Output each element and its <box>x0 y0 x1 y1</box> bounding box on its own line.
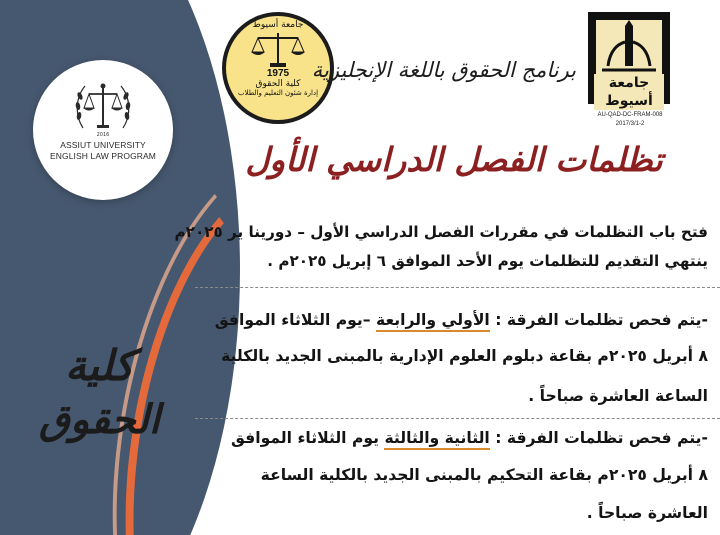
logo-university-name: جامعة أسيوط <box>594 74 664 110</box>
section2-line-2: ٨ أبريل ٢٠٢٥م بقاعة التحكيم بالمبنى الجديد بالكلية الساعة <box>260 466 708 484</box>
badge-program-name: ENGLISH LAW PROGRAM <box>50 151 156 161</box>
section2-highlight: الثانية والثالثة <box>384 429 489 450</box>
intro-line-2: ينتهي التقديم للتظلمات يوم الأحد الموافق ٦ إبريل ٢٠٢٥م . <box>267 252 708 270</box>
seal-top-text: جامعة أسيوط <box>252 20 304 30</box>
faculty-calligraphy <box>22 338 177 478</box>
intro-paragraph <box>174 218 708 276</box>
section1-line-3: الساعة العاشرة صباحاً . <box>528 387 708 405</box>
divider-2 <box>195 418 720 419</box>
divider-1 <box>195 287 720 288</box>
seal-year: 1975 <box>266 68 290 79</box>
section1-prefix: -يتم فحص تظلمات الفرقة : <box>489 311 708 329</box>
seal-department-name: إدارة شئون التعليم والطلاب <box>237 89 319 97</box>
logo-document-date: 2017/3/1-2 <box>615 121 645 127</box>
main-heading: تظلمات الفصل الدراسي الأول <box>245 140 663 179</box>
badge-university-name: ASSIUT UNIVERSITY <box>60 140 146 150</box>
section2-line-1 <box>215 422 708 454</box>
badge-year: 2016 <box>96 132 110 138</box>
section2-line-3: العاشرة صباحاً . <box>586 504 708 522</box>
section1-line-1 <box>215 305 708 335</box>
section2-prefix: -يتم فحص تظلمات الفرقة : <box>489 429 708 447</box>
section2-suffix: يوم الثلاثاء الموافق <box>230 429 385 447</box>
calligraphy-line-1: كلية <box>64 341 135 390</box>
university-logo <box>584 12 682 127</box>
seal-faculty-name: كلية الحقوق <box>255 79 301 89</box>
program-title: برنامج الحقوق باللغة الإنجليزية <box>311 58 576 82</box>
seal-scales-icon <box>248 30 308 70</box>
obelisk-icon <box>596 20 662 76</box>
logo-document-code: AU-QAD-DC-FRAM-008 <box>597 112 663 118</box>
section1-suffix: –يوم الثلاثاء الموافق <box>214 311 377 329</box>
calligraphy-line-2: الحقوق <box>38 396 161 443</box>
intro-line-1: فتح باب التظلمات في مقررات الفصل الدراسي الأول – دورينا ير ٢٠٢٥م <box>174 223 708 241</box>
section1-line-2: ٨ أبريل ٢٠٢٥م بقاعة دبلوم العلوم الإدارية بالمبنى الجديد بالكلية <box>221 347 708 365</box>
english-program-badge <box>33 60 173 200</box>
scales-of-justice-icon <box>73 78 133 136</box>
exam-section-1 <box>215 305 708 415</box>
exam-section-2 <box>215 422 708 530</box>
section1-highlight: الأولي والرابعة <box>376 311 490 332</box>
